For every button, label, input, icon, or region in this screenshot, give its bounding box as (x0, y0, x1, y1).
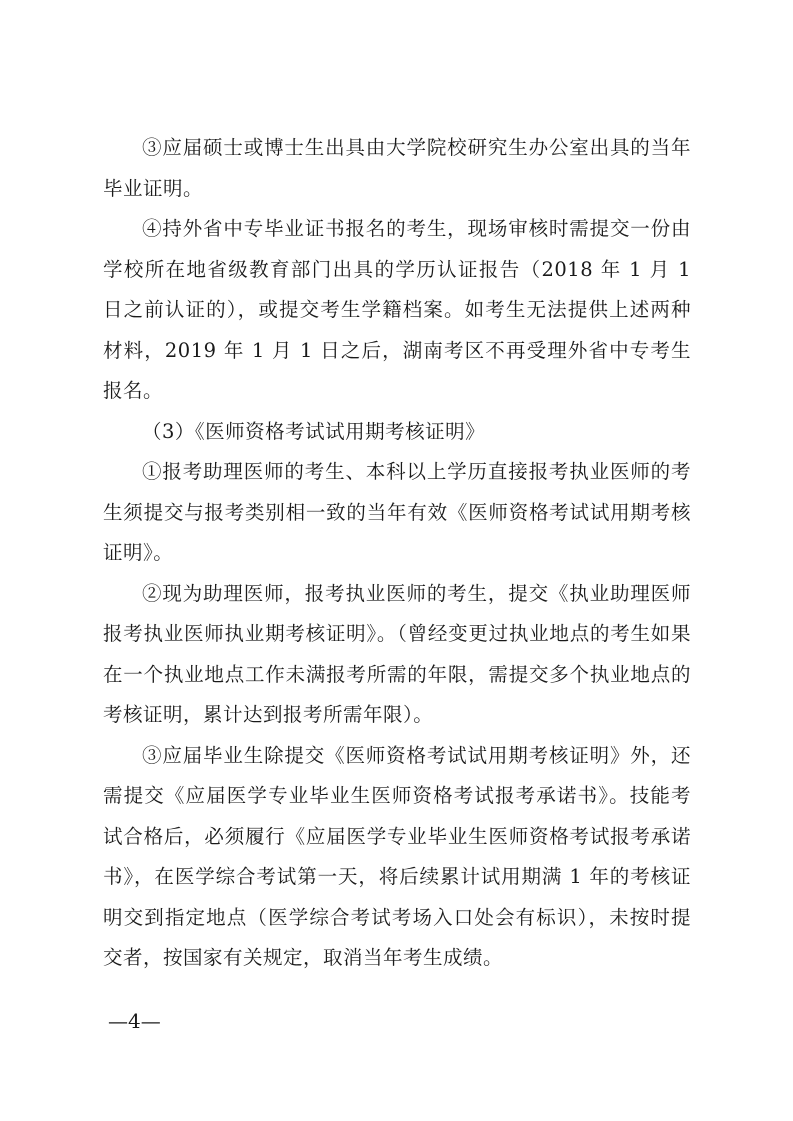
paragraph-out-of-province-diploma: ④持外省中专毕业证书报名的考生，现场审核时需提交一份由学校所在地省级教育部门出具的学历认证报告（2018 年 1 月 1 日之前认证的），或提交考生学籍档案。如考生无法提供上述两种材料，2019 年 1 月 1 日之后，湖南考区不再受理外省中专考生报名。 (103, 217, 691, 402)
page-number: —4— (108, 1009, 161, 1033)
paragraph-fresh-graduates: ③应届毕业生除提交《医师资格考试试用期考核证明》外，还需提交《应届医学专业毕业生医师资格考试报考承诺书》。技能考试合格后，必须履行《应届医学专业毕业生医师资格考试报考承诺书》，在医学综合考试第一天，将后续累计试用期满 1 年的考核证明交到指定地点（医学综合考试考场入口处会有标识），未按时提交者，按国家有关规定，取消当年考生成绩。 (103, 743, 691, 969)
paragraph-assistant-physician-applicants: ①报考助理医师的考生、本科以上学历直接报考执业医师的考生须提交与报考类别相一致的当年有效《医师资格考试试用期考核证明》。 (103, 460, 691, 564)
document-body (103, 128, 691, 979)
paragraph-graduate-certificate: ③应届硕士或博士生出具由大学院校研究生办公室出具的当年毕业证明。 (103, 136, 691, 200)
section-heading-probation-certificate: （3）《医师资格考试试用期考核证明》 (142, 419, 486, 443)
paragraph-current-assistant-physicians: ②现为助理医师，报考执业医师的考生，提交《执业助理医师报考执业医师执业期考核证明》。（曾经变更过执业地点的考生如果在一个执业地点工作未满报考所需的年限，需提交多个执业地点的考核证明，累计达到报考所需年限）。 (103, 581, 691, 726)
